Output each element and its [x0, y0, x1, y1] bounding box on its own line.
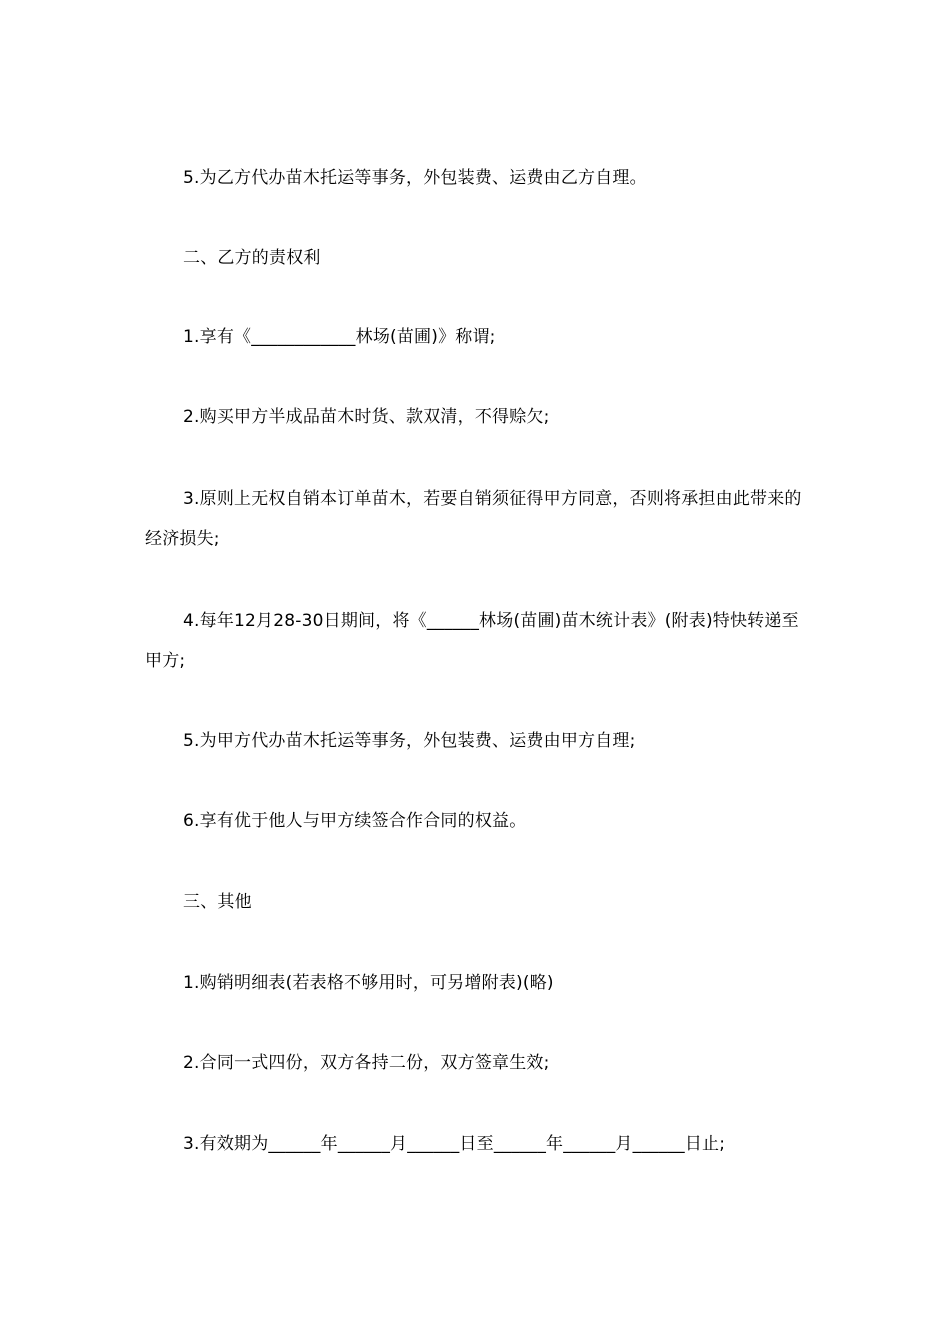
paragraph-party-b-item-1: 1.享有《____________林场(苗圃)》称谓;: [183, 327, 496, 347]
paragraph-party-b-item-5: 5.为甲方代办苗木托运等事务，外包装费、运费由甲方自理;: [183, 731, 636, 751]
paragraph-party-b-item-4: 4.每年12月28-30日期间，将《______林场(苗圃)苗木统计表》(附表)特快转递至甲方;: [145, 611, 799, 671]
paragraph-party-b-item-6: 6.享有优于他人与甲方续签合作合同的权益。: [183, 811, 527, 831]
section-heading-party-b-rights: 二、乙方的责权利: [183, 248, 321, 268]
section-heading-other: 三、其他: [183, 892, 252, 912]
paragraph-party-a-item-5: 5.为乙方代办苗木托运等事务，外包装费、运费由乙方自理。: [183, 168, 647, 188]
paragraph-other-item-1: 1.购销明细表(若表格不够用时，可另增附表)(略): [183, 973, 554, 993]
paragraph-other-item-2: 2.合同一式四份，双方各持二份，双方签章生效;: [183, 1053, 550, 1073]
paragraph-other-item-3: 3.有效期为______年______月______日至______年______月______日止;: [183, 1134, 726, 1154]
paragraph-party-b-item-2: 2.购买甲方半成品苗木时货、款双清，不得赊欠;: [183, 407, 550, 427]
paragraph-party-b-item-3: 3.原则上无权自销本订单苗木，若要自销须征得甲方同意，否则将承担由此带来的经济损失;: [145, 489, 802, 549]
